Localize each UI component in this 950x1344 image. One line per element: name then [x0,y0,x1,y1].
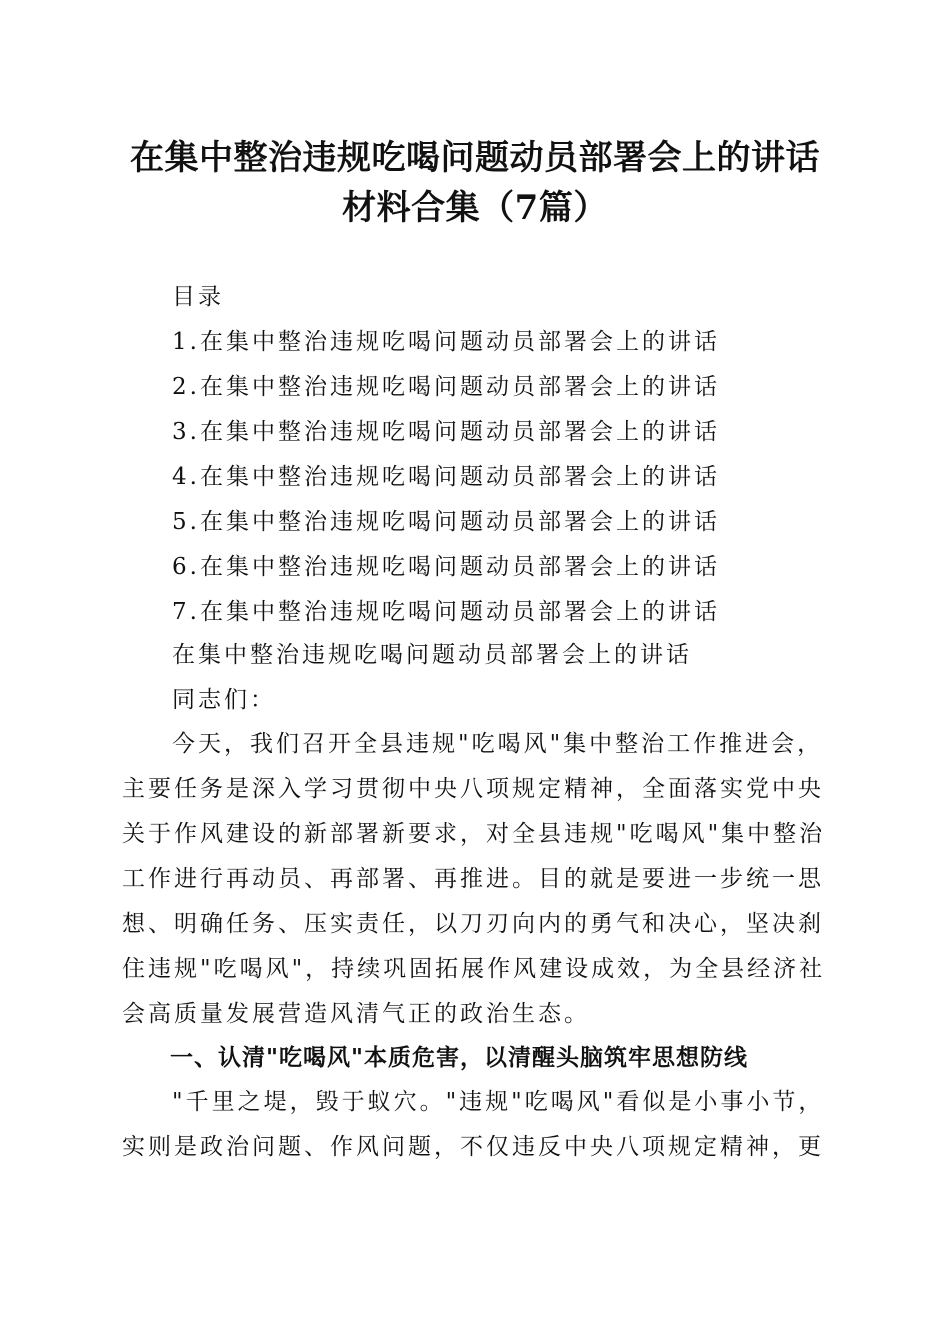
paragraph-line: 今天，我们召开全县违规"吃喝风"集中整治工作推进会， [172,731,824,757]
paragraph-line: "千里之堤，毁于蚁穴。"违规"吃喝风"看似是小事小节， [172,1089,825,1115]
toc-item: 4.在集中整治违规吃喝问题动员部署会上的讲话 [172,464,720,490]
toc-item: 7.在集中整治违规吃喝问题动员部署会上的讲话 [172,599,720,625]
salutation: 同志们： [172,687,276,713]
article-title: 在集中整治违规吃喝问题动员部署会上的讲话 [172,642,692,668]
toc-item: 1.在集中整治违规吃喝问题动员部署会上的讲话 [172,329,720,355]
document-title-line-1: 在集中整治违规吃喝问题动员部署会上的讲话 [130,138,820,178]
paragraph-line: 想、明确任务、压实责任，以刀刃向内的勇气和决心，坚决刹 [122,911,824,937]
paragraph-line: 住违规"吃喝风"，持续巩固拓展作风建设成效，为全县经济社 [122,956,826,982]
toc-heading: 目录 [172,284,224,310]
toc-item: 3.在集中整治违规吃喝问题动员部署会上的讲话 [172,419,720,445]
section-heading: 一、认清"吃喝风"本质危害，以清醒头脑筑牢思想防线 [170,1045,748,1071]
paragraph-line: 主要任务是深入学习贯彻中央八项规定精神，全面落实党中央 [122,776,824,802]
toc-item: 5.在集中整治违规吃喝问题动员部署会上的讲话 [172,509,720,535]
toc-item: 2.在集中整治违规吃喝问题动员部署会上的讲话 [172,374,720,400]
document-title-line-2: 材料合集（7篇） [342,188,608,228]
paragraph-line: 工作进行再动员、再部署、再推进。目的就是要进一步统一思 [122,866,824,892]
paragraph-line: 关于作风建设的新部署新要求，对全县违规"吃喝风"集中整治 [122,821,826,847]
paragraph-line: 会高质量发展营造风清气正的政治生态。 [122,1001,590,1027]
toc-item: 6.在集中整治违规吃喝问题动员部署会上的讲话 [172,554,720,580]
paragraph-line: 实则是政治问题、作风问题，不仅违反中央八项规定精神，更 [122,1134,824,1160]
